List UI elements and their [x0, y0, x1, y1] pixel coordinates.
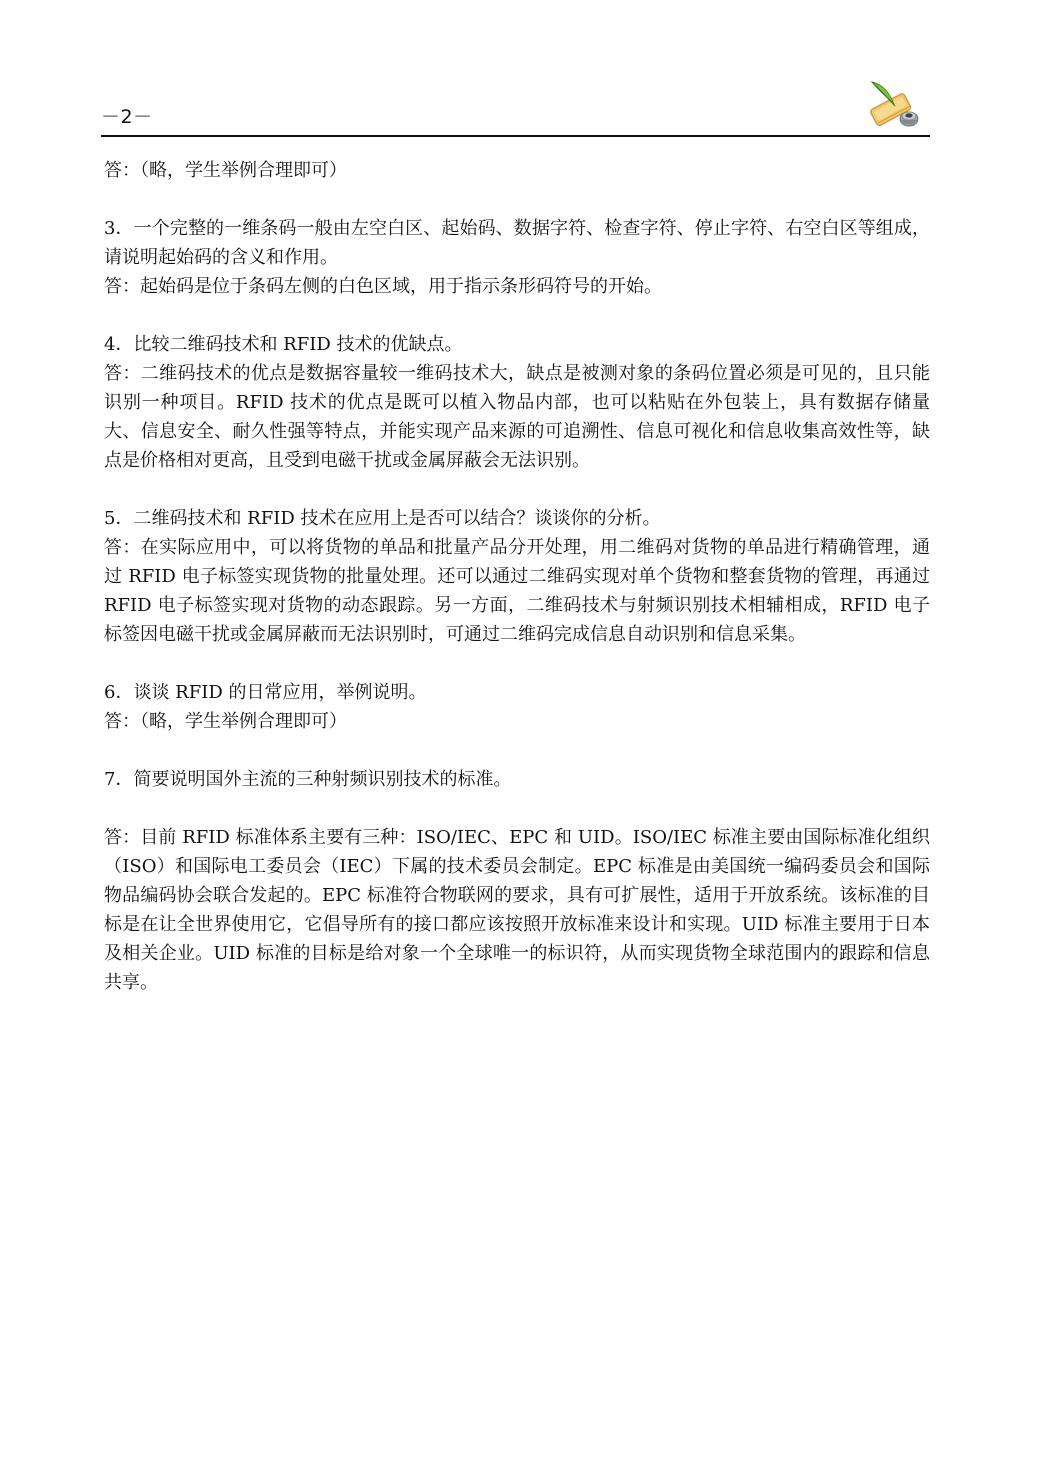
answer-4-paragraph: 答：二维码技术的优点是数据容量较一维码技术大，缺点是被测对象的条码位置必须是可见的，且只能识别一种项目。RFID 技术的优点是既可以植入物品内部，也可以粘贴在外包装上，具有数据存储量大、信息安全、耐久性强等特点，并能实现产品来源的可追溯性、信息可视化和信息收集高效性等，缺点是价格相对更高，且受到电磁干扰或金属屏蔽会无法识别。	[104, 363, 930, 471]
question-6-paragraph: 6．谈谈 RFID 的日常应用，举例说明。	[104, 682, 427, 703]
question-4-paragraph: 4．比较二维码技术和 RFID 技术的优缺点。	[104, 334, 463, 355]
book-quill-inkpot-icon	[864, 76, 926, 134]
answer-3-paragraph: 答：起始码是位于条码左侧的白色区域，用于指示条形码符号的开始。	[104, 276, 662, 297]
page-header	[101, 76, 930, 138]
paragraph-spacer	[104, 794, 930, 823]
header-rule	[101, 135, 930, 137]
paragraph-spacer	[104, 736, 930, 765]
page-number: －2－	[101, 106, 153, 128]
answer-7-paragraph: 答：目前 RFID 标准体系主要有三种：ISO/IEC、EPC 和 UID。ISO/IEC 标准主要由国际标准化组织（ISO）和国际电工委员会（IEC）下属的技术委员会制定。EPC 标准是由美国统一编码委员会和国际物品编码协会联合发起的。EPC 标准符合物联网的要求，具有可扩展性，适用于开放系统。该标准的目标是在让全世界使用它，它倡导所有的接口都应该按照开放标准来设计和实现。UID 标准主要用于日本及相关企业。UID 标准的目标是给对象一个全球唯一的标识符，从而实现货物全球范围内的跟踪和信息共享。	[104, 827, 930, 993]
paragraph-spacer	[104, 301, 930, 330]
answer-2-paragraph: 答：（略，学生举例合理即可）	[104, 160, 347, 181]
question-7-paragraph: 7．简要说明国外主流的三种射频识别技术的标准。	[104, 769, 512, 790]
question-3-paragraph: 3．一个完整的一维条码一般由左空白区、起始码、数据字符、检查字符、停止字符、右空白区等组成，请说明起始码的含义和作用。	[104, 218, 930, 268]
paragraph-spacer	[104, 185, 930, 214]
paragraph-spacer	[104, 649, 930, 678]
paragraph-spacer	[104, 475, 930, 504]
page-content	[104, 156, 930, 997]
answer-6-paragraph: 答：（略，学生举例合理即可）	[104, 711, 347, 732]
answer-5-paragraph: 答：在实际应用中，可以将货物的单品和批量产品分开处理，用二维码对货物的单品进行精确管理，通过 RFID 电子标签实现货物的批量处理。还可以通过二维码实现对单个货物和整套货物的管理，再通过 RFID 电子标签实现对货物的动态跟踪。另一方面，二维码技术与射频识别技术相辅相成，RFID 电子标签因电磁干扰或金属屏蔽而无法识别时，可通过二维码完成信息自动识别和信息采集。	[104, 537, 930, 645]
question-5-paragraph: 5．二维码技术和 RFID 技术在应用上是否可以结合？谈谈你的分析。	[104, 508, 661, 529]
